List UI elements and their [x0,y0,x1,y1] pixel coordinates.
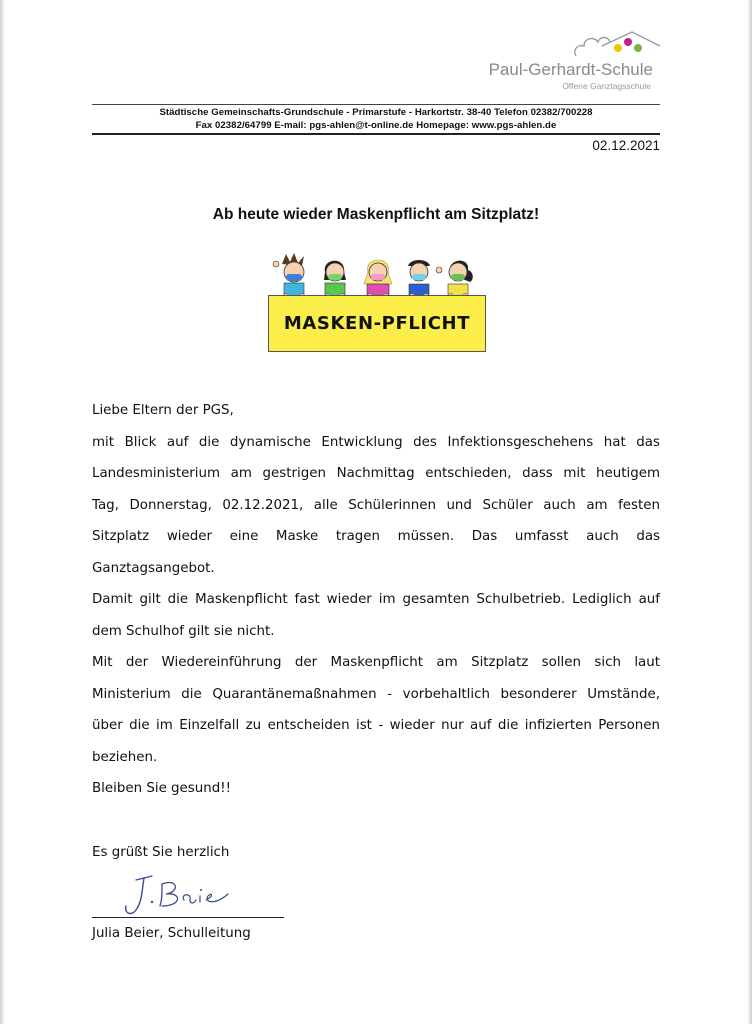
handwritten-signature [118,870,248,920]
paragraph-2-line: dem Schulhof gilt sie nicht. [92,623,275,639]
page-edge-left [0,0,4,1024]
letterhead-rule [92,133,660,135]
page-edge-right [748,0,752,1024]
school-subtitle: Offene Ganztagsschule [562,81,651,91]
paragraph-2-line: Damit gilt die Maskenpflicht fast wieder im gesamten Schulbetrieb. Lediglich auf [92,592,660,607]
paragraph-3-line: beziehen. [92,749,158,765]
logo-house-icon [572,26,662,62]
logo-dot-magenta [624,38,632,46]
greeting: Es grüßt Sie herzlich [92,845,230,860]
mask-mandate-sign: MASKEN-PFLICHT [268,295,486,352]
paragraph-1-line: Landesministerium am gestrigen Nachmittag entschieden, dass mit heutigem [92,466,660,481]
closing-wish: Bleiben Sie gesund!! [92,781,231,796]
letterhead-line-1: Städtische Gemeinschafts-Grundschule - Primarstufe - Harkortstr. 38-40 Telefon 02382/700228 [159,107,593,118]
letter-body [92,395,660,805]
logo-dot-green [634,44,642,52]
salutation: Liebe Eltern der PGS, [92,403,234,418]
paragraph-1-line: Sitzplatz wieder eine Maske tragen müssen. Das umfasst auch das [92,529,660,544]
paragraph-1-line: Ganztagsangebot. [92,560,215,576]
letterhead-line-2: Fax 02382/64799 E-mail: pgs-ahlen@t-online.de Homepage: www.pgs-ahlen.de [195,120,557,131]
logo-dot-yellow [614,44,622,52]
letterhead-top-rule [92,104,660,105]
paragraph-3-line: Ministerium die Quarantänemaßnahmen - vorbehaltlich besonderer Umstände, [92,686,660,702]
paragraph-1-line: Tag, Donnerstag, 02.12.2021, alle Schülerinnen und Schüler auch am festen [92,497,660,513]
paragraph-3-line: Mit der Wiedereinführung der Maskenpflicht am Sitzplatz sollen sich laut [92,655,660,670]
paragraph-3-line: über die im Einzelfall zu entscheiden ist - wieder nur auf die infizierten Personen [92,718,660,733]
school-logo [470,26,665,96]
letter-date: 02.12.2021 [592,138,660,153]
school-name: Paul-Gerhardt-Schule [488,60,653,79]
letter-title: Ab heute wieder Maskenpflicht am Sitzplatz! [212,206,540,223]
signature-line [92,917,284,918]
signer-name: Julia Beier, Schulleitung [92,926,251,941]
paragraph-1-line: mit Blick auf die dynamische Entwicklung des Infektionsgeschehens hat das [92,434,660,450]
